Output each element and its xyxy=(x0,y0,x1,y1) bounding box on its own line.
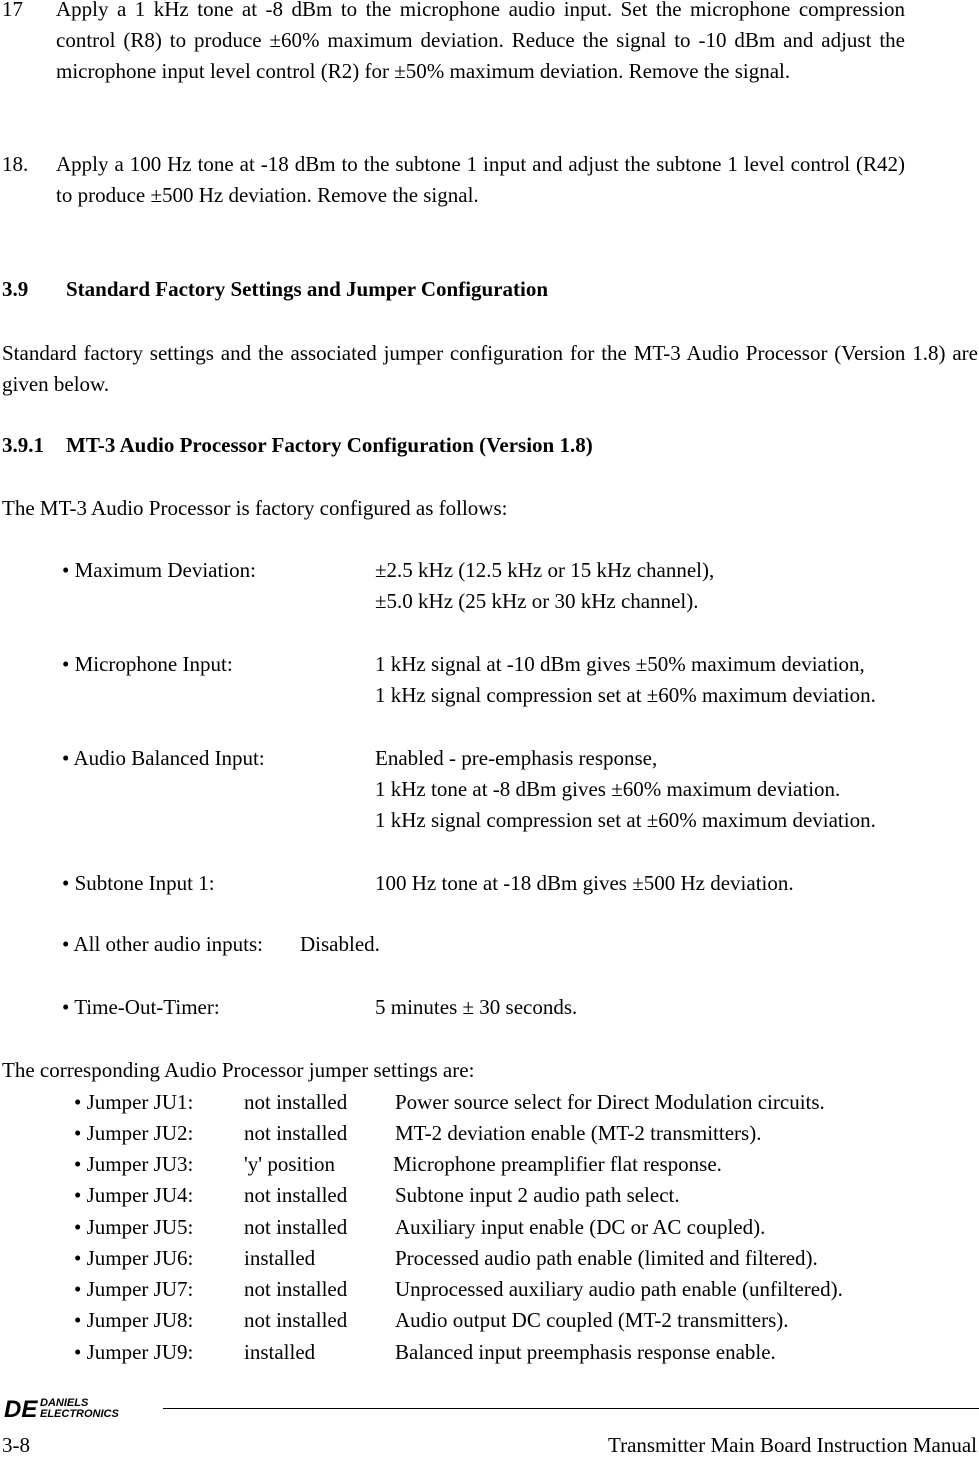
jumper-state: not installed xyxy=(244,1121,348,1145)
jumper-row-ju9 xyxy=(74,1337,954,1368)
logo-wordmark xyxy=(40,1398,119,1420)
logo-mark: DE xyxy=(4,1396,38,1423)
jumper-name: • Jumper JU1: xyxy=(74,1090,194,1114)
step-number: 18. xyxy=(2,152,29,176)
jumper-description: Unprocessed auxiliary audio path enable (unfiltered). xyxy=(395,1277,843,1301)
setting-value: ±2.5 kHz (12.5 kHz or 15 kHz channel), xyxy=(375,558,715,582)
footer-rule xyxy=(163,1408,979,1409)
section-heading xyxy=(2,274,549,305)
step-text: Apply a 100 Hz tone at -18 dBm to the subtone 1 input and adjust the subtone 1 level control (R42) to produce ±500 Hz deviation. Remove the signal. xyxy=(56,152,905,207)
setting-value: Disabled. xyxy=(300,932,380,956)
logo-line-1: DANIELS xyxy=(40,1397,89,1409)
logo-line-2: ELECTRONICS xyxy=(40,1408,119,1420)
jumper-name: • Jumper JU6: xyxy=(74,1246,194,1270)
setting-label: • Audio Balanced Input: xyxy=(62,746,265,770)
setting-label: • Maximum Deviation: xyxy=(62,558,256,582)
jumper-state: not installed xyxy=(244,1308,348,1332)
jumper-state: not installed xyxy=(244,1277,348,1301)
page-number: 3-8 xyxy=(2,1433,30,1457)
jumper-row-ju8 xyxy=(74,1305,954,1336)
setting-label: • Time-Out-Timer: xyxy=(62,995,220,1019)
section-number: 3.9 xyxy=(2,277,29,301)
subsection-heading xyxy=(2,430,593,461)
procedure-step-18 xyxy=(0,149,905,211)
subsection-title: MT-3 Audio Processor Factory Configuration (Version 1.8) xyxy=(66,433,593,457)
setting-value: 1 kHz signal at -10 dBm gives ±50% maximum deviation, xyxy=(375,652,865,676)
setting-value: 1 kHz signal compression set at ±60% maximum deviation. xyxy=(375,683,876,707)
jumper-row-ju2 xyxy=(74,1118,954,1149)
jumper-name: • Jumper JU9: xyxy=(74,1340,194,1364)
jumper-state: 'y' position xyxy=(244,1152,335,1176)
jumper-description: Processed audio path enable (limited and filtered). xyxy=(395,1246,818,1270)
jumper-description: Power source select for Direct Modulation circuits. xyxy=(395,1090,825,1114)
jumper-state: not installed xyxy=(244,1215,348,1239)
jumper-name: • Jumper JU3: xyxy=(74,1152,194,1176)
setting-value: 1 kHz tone at -8 dBm gives ±60% maximum deviation. xyxy=(375,777,841,801)
jumper-row-ju4 xyxy=(74,1180,954,1211)
jumper-row-ju6 xyxy=(74,1243,954,1274)
jumper-row-ju7 xyxy=(74,1274,954,1305)
jumper-row-ju1 xyxy=(74,1087,954,1118)
procedure-step-17 xyxy=(0,0,905,87)
jumper-name: • Jumper JU8: xyxy=(74,1308,194,1332)
setting-label: • All other audio inputs: xyxy=(62,932,264,956)
manual-title: Transmitter Main Board Instruction Manual xyxy=(607,1433,977,1457)
step-number: 17 xyxy=(2,0,23,21)
jumper-state: not installed xyxy=(244,1090,348,1114)
jumper-description: Subtone input 2 audio path select. xyxy=(395,1183,680,1207)
setting-value: Enabled - pre-emphasis response, xyxy=(375,746,658,770)
jumper-description: Audio output DC coupled (MT-2 transmitters). xyxy=(395,1308,789,1332)
jumper-name: • Jumper JU5: xyxy=(74,1215,194,1239)
jumper-state: not installed xyxy=(244,1183,348,1207)
setting-value: 5 minutes ± 30 seconds. xyxy=(375,995,578,1019)
jumper-description: Microphone preamplifier flat response. xyxy=(393,1152,722,1176)
jumper-name: • Jumper JU7: xyxy=(74,1277,194,1301)
jumpers-intro: The corresponding Audio Processor jumper settings are: xyxy=(2,1058,475,1082)
jumper-description: Auxiliary input enable (DC or AC coupled). xyxy=(395,1215,766,1239)
jumper-row-ju3 xyxy=(74,1149,954,1180)
setting-label: • Microphone Input: xyxy=(62,652,233,676)
section-title: Standard Factory Settings and Jumper Configuration xyxy=(66,277,549,301)
subsection-number: 3.9.1 xyxy=(2,433,44,457)
jumper-row-ju5 xyxy=(74,1212,954,1243)
jumper-state: installed xyxy=(244,1246,316,1270)
section-intro: Standard factory settings and the associated jumper configuration for the MT-3 Audio Processor (Version 1.8) are given below. xyxy=(2,341,978,396)
setting-value: ±5.0 kHz (25 kHz or 30 kHz channel). xyxy=(375,589,699,613)
jumper-description: Balanced input preemphasis response enable. xyxy=(395,1340,776,1364)
jumper-description: MT-2 deviation enable (MT-2 transmitters). xyxy=(395,1121,762,1145)
jumper-state: installed xyxy=(244,1340,316,1364)
step-text: Apply a 1 kHz tone at -8 dBm to the microphone audio input. Set the microphone compression control (R8) to produce ±60% maximum deviation. Reduce the signal to -10 dBm and adjust the microphone input level control (R2) for ±50% maximum deviation. Remove the signal. xyxy=(56,0,905,83)
setting-value: 1 kHz signal compression set at ±60% maximum deviation. xyxy=(375,808,876,832)
setting-label: • Subtone Input 1: xyxy=(62,871,215,895)
jumper-name: • Jumper JU4: xyxy=(74,1183,194,1207)
subsection-intro: The MT-3 Audio Processor is factory configured as follows: xyxy=(2,496,508,520)
jumper-name: • Jumper JU2: xyxy=(74,1121,194,1145)
setting-value: 100 Hz tone at -18 dBm gives ±500 Hz deviation. xyxy=(375,871,794,895)
